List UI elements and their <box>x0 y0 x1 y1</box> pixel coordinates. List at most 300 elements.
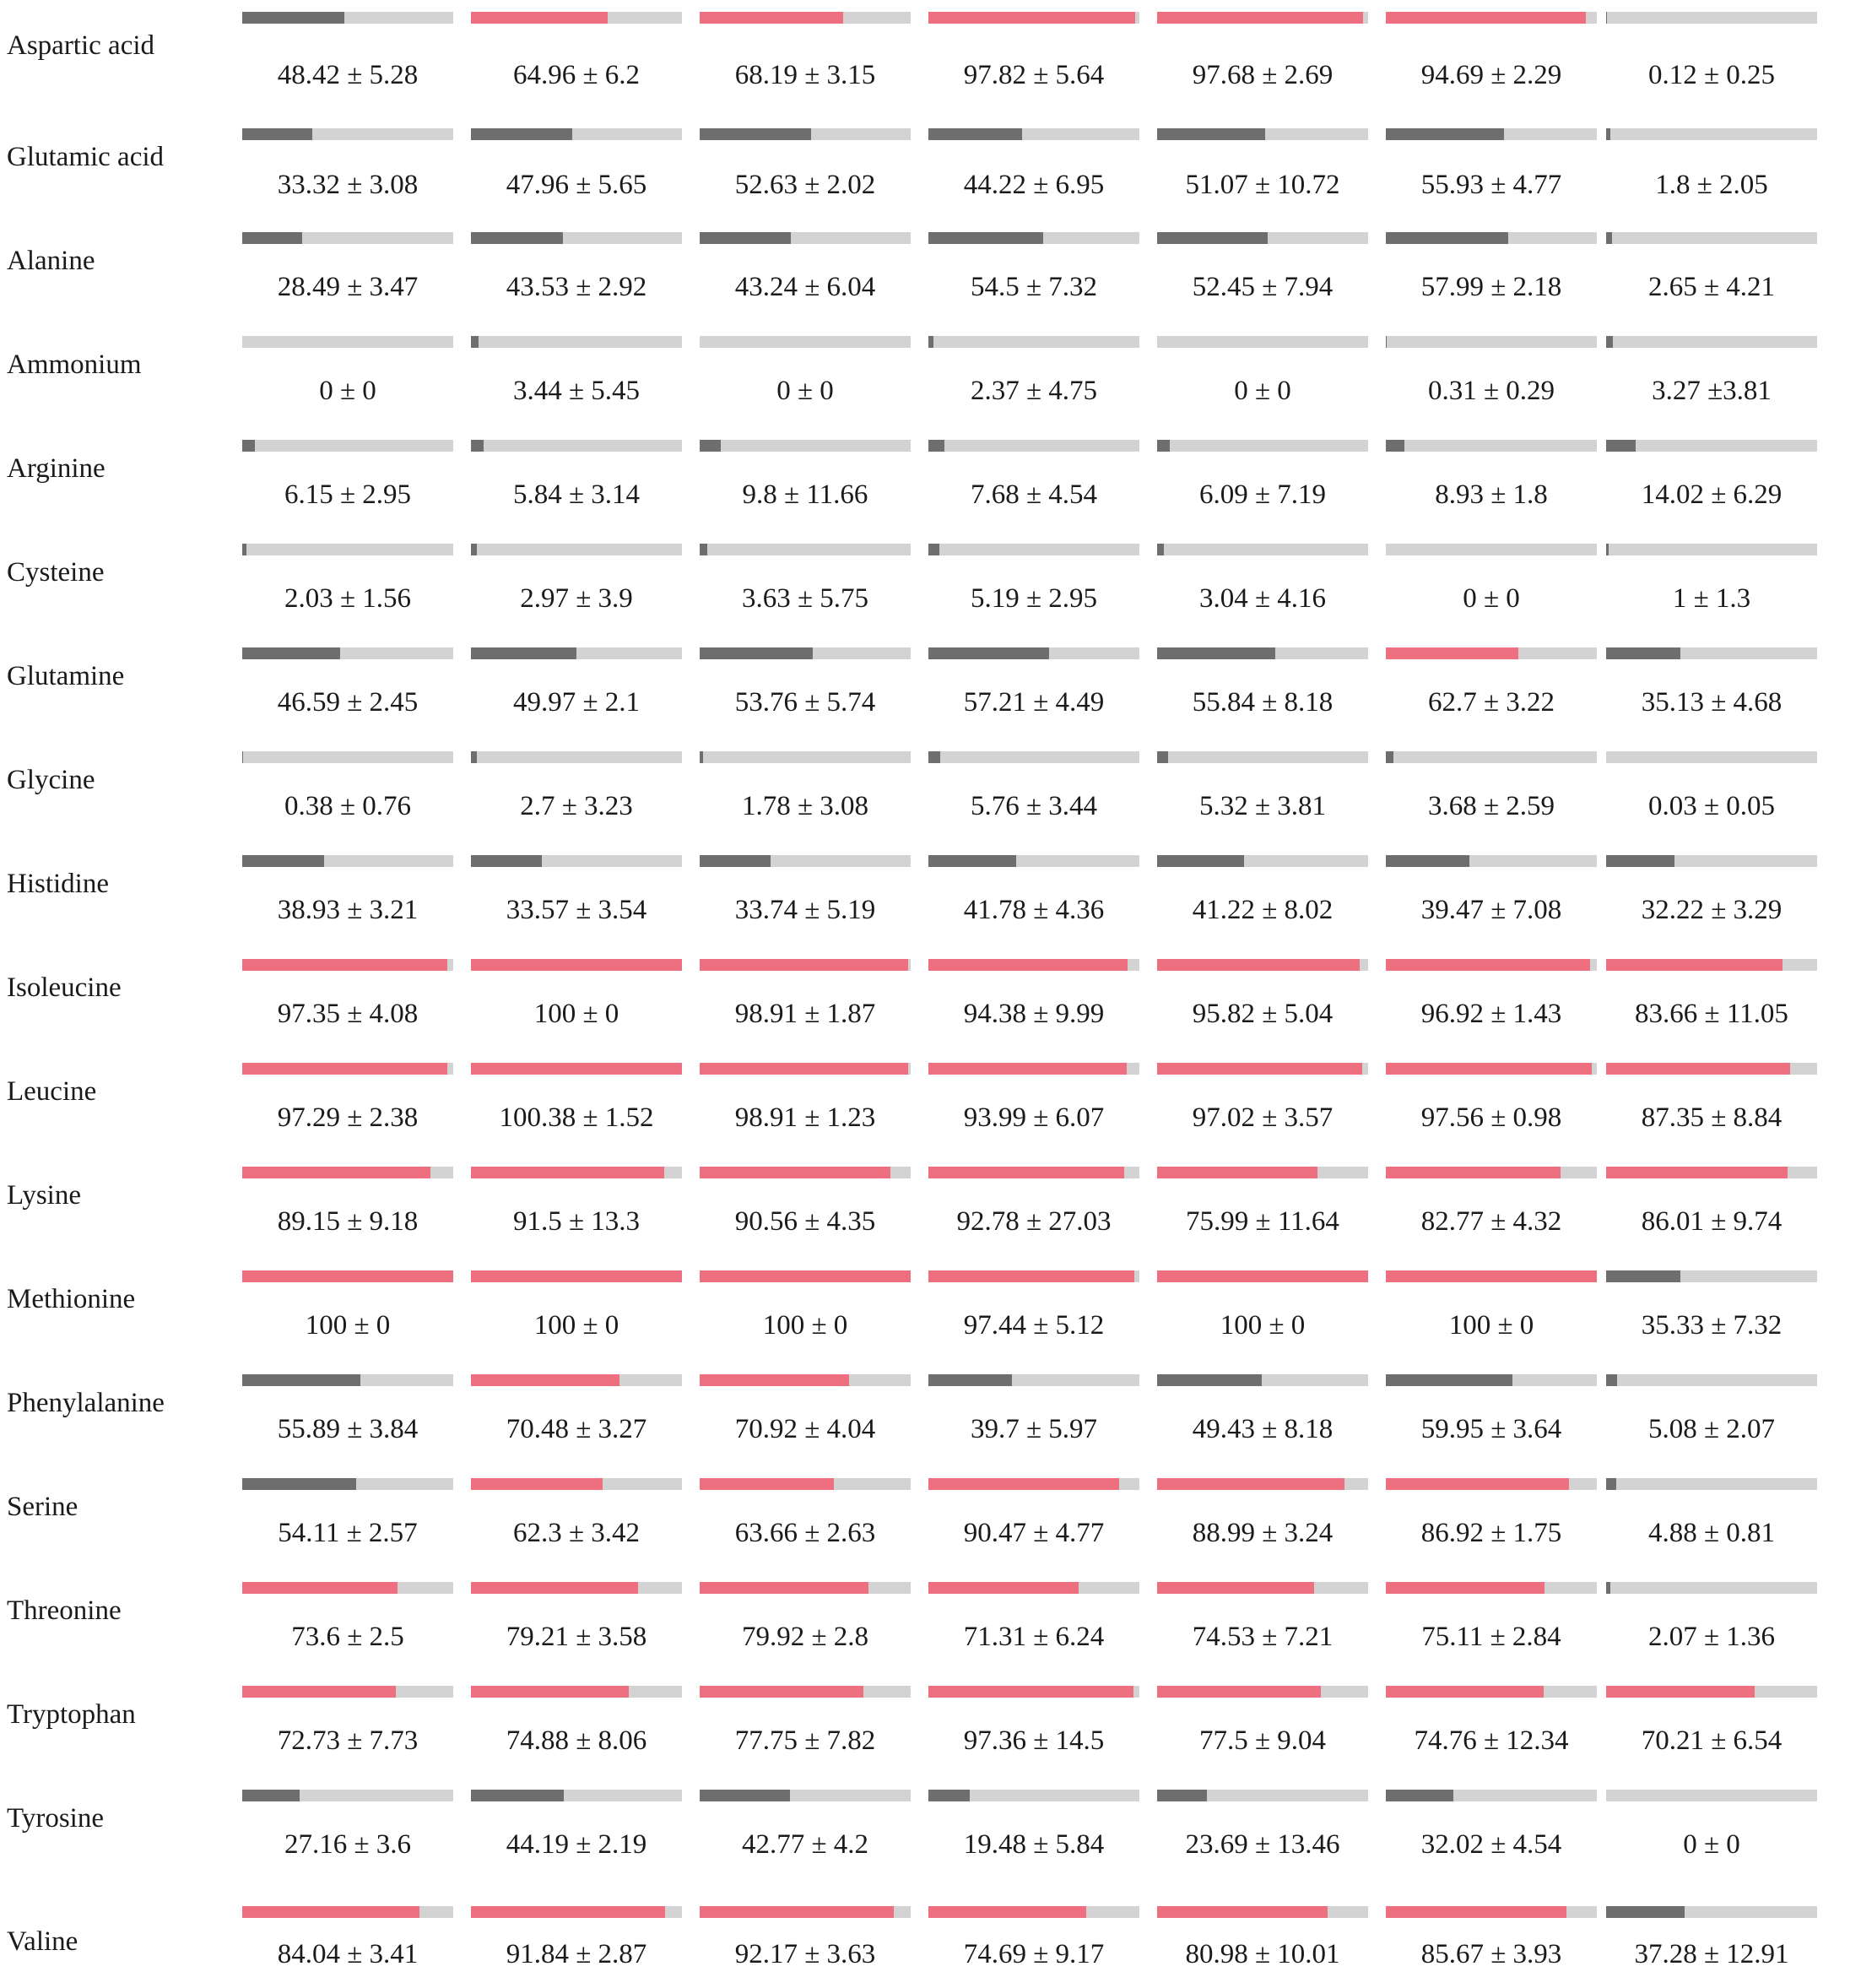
row-label: Histidine <box>7 869 109 899</box>
bar-track <box>1157 1270 1368 1282</box>
bar-fill <box>471 440 484 452</box>
value-label: 0 ± 0 <box>319 376 376 406</box>
bar-track <box>1606 440 1817 452</box>
row-label: Alanine <box>7 246 95 276</box>
bar-fill <box>1606 1167 1788 1178</box>
value-label: 87.35 ± 8.84 <box>1641 1102 1783 1133</box>
bar-fill <box>1386 1686 1544 1698</box>
value-label: 19.48 ± 5.84 <box>963 1829 1105 1860</box>
bar-track <box>700 1906 911 1918</box>
bar-track <box>700 440 911 452</box>
bar-track <box>1606 232 1817 244</box>
bar-fill <box>1157 544 1164 555</box>
bar-fill <box>928 1906 1086 1918</box>
bar-fill <box>928 12 1135 24</box>
bar-track <box>1157 336 1368 348</box>
bar-fill <box>1386 336 1387 348</box>
bar-fill <box>471 1167 664 1178</box>
bar-fill <box>928 1478 1119 1490</box>
bar-fill <box>1606 647 1680 659</box>
bar-track <box>928 1790 1139 1801</box>
value-label: 55.84 ± 8.18 <box>1192 687 1334 718</box>
bar-track <box>700 1790 911 1801</box>
bar-track <box>471 336 682 348</box>
bar-track <box>242 1906 453 1918</box>
bar-track <box>1386 751 1597 763</box>
bar-track <box>700 1478 911 1490</box>
bar-fill <box>242 128 312 140</box>
bar-track <box>242 1270 453 1282</box>
bar-fill <box>700 1790 790 1801</box>
bar-track <box>471 1270 682 1282</box>
bar-fill <box>700 1374 849 1386</box>
value-label: 70.48 ± 3.27 <box>506 1414 647 1444</box>
bar-fill <box>928 1167 1124 1178</box>
bar-fill <box>1386 1478 1569 1490</box>
bar-track <box>1606 1270 1817 1282</box>
bar-track <box>1606 1906 1817 1918</box>
bar-track <box>1606 544 1817 555</box>
bar-track <box>1606 959 1817 971</box>
row-label: Ammonium <box>7 349 142 380</box>
value-label: 71.31 ± 6.24 <box>963 1622 1105 1652</box>
bar-track <box>1386 12 1597 24</box>
bar-track <box>471 1478 682 1490</box>
bar-fill <box>471 1906 665 1918</box>
bar-track <box>471 1582 682 1594</box>
bar-track <box>242 1167 453 1178</box>
bar-fill <box>928 1686 1133 1698</box>
bar-fill <box>700 128 811 140</box>
bar-fill <box>1386 128 1504 140</box>
bar-track <box>471 647 682 659</box>
bar-track <box>1157 232 1368 244</box>
bar-fill <box>700 959 908 971</box>
bar-fill <box>1157 855 1244 867</box>
bar-track <box>700 336 911 348</box>
bar-fill <box>1606 1063 1790 1075</box>
bar-fill <box>1386 440 1404 452</box>
bar-track <box>700 959 911 971</box>
bar-fill <box>1606 336 1613 348</box>
bar-track <box>928 1582 1139 1594</box>
bar-fill <box>242 1686 396 1698</box>
row-label: Threonine <box>7 1595 122 1626</box>
row-label: Tryptophan <box>7 1699 136 1730</box>
bar-fill <box>1386 959 1590 971</box>
value-label: 84.04 ± 3.41 <box>277 1939 419 1969</box>
bar-track <box>700 1582 911 1594</box>
bar-track <box>1386 1063 1597 1075</box>
bar-track <box>1157 1374 1368 1386</box>
bar-fill <box>471 1582 638 1594</box>
bar-track <box>1386 544 1597 555</box>
bar-track <box>928 1063 1139 1075</box>
bar-fill <box>471 855 542 867</box>
value-label: 39.47 ± 7.08 <box>1420 895 1562 925</box>
bar-fill <box>242 855 324 867</box>
row-label: Isoleucine <box>7 972 122 1003</box>
bar-fill <box>700 647 813 659</box>
value-label: 57.99 ± 2.18 <box>1420 272 1562 302</box>
bar-fill <box>242 1270 453 1282</box>
row-label: Tyrosine <box>7 1803 105 1834</box>
bar-track <box>1157 1167 1368 1178</box>
value-label: 77.5 ± 9.04 <box>1198 1725 1327 1756</box>
bar-track <box>928 336 1139 348</box>
bar-track <box>700 12 911 24</box>
bar-track <box>928 1374 1139 1386</box>
value-label: 32.02 ± 4.54 <box>1420 1829 1562 1860</box>
bar-fill <box>928 440 944 452</box>
value-label: 42.77 ± 4.2 <box>741 1829 869 1860</box>
row-label: Aspartic acid <box>7 30 155 61</box>
value-label: 70.21 ± 6.54 <box>1641 1725 1783 1756</box>
value-label: 0 ± 0 <box>1463 583 1520 614</box>
bar-fill <box>928 128 1022 140</box>
bar-track <box>242 544 453 555</box>
bar-track <box>928 1686 1139 1698</box>
bar-fill <box>928 647 1049 659</box>
value-label: 27.16 ± 3.6 <box>284 1829 412 1860</box>
bar-fill <box>928 544 939 555</box>
value-label: 2.37 ± 4.75 <box>970 376 1098 406</box>
value-label: 35.33 ± 7.32 <box>1641 1310 1783 1341</box>
value-label: 44.19 ± 2.19 <box>506 1829 647 1860</box>
value-label: 0 ± 0 <box>1683 1829 1740 1860</box>
bar-track <box>1386 336 1597 348</box>
bar-track <box>1606 855 1817 867</box>
bar-track <box>1386 1686 1597 1698</box>
bar-track <box>1157 128 1368 140</box>
bar-fill <box>471 1063 682 1075</box>
bar-fill <box>700 1686 863 1698</box>
bar-fill <box>1606 1374 1617 1386</box>
bar-track <box>1606 1686 1817 1698</box>
bar-fill <box>1157 1063 1362 1075</box>
bar-track <box>1606 1063 1817 1075</box>
bar-fill <box>1157 128 1265 140</box>
bar-track <box>242 12 453 24</box>
bar-fill <box>1157 1167 1317 1178</box>
row-label: Methionine <box>7 1284 136 1314</box>
bar-fill <box>471 1374 619 1386</box>
bar-fill <box>242 440 255 452</box>
bar-track <box>1386 1270 1597 1282</box>
bar-fill <box>1606 1582 1610 1594</box>
bar-track <box>471 1167 682 1178</box>
bar-track <box>1386 1790 1597 1801</box>
value-label: 59.95 ± 3.64 <box>1420 1414 1562 1444</box>
value-label: 28.49 ± 3.47 <box>277 272 419 302</box>
value-label: 53.76 ± 5.74 <box>734 687 876 718</box>
value-label: 9.8 ± 11.66 <box>742 479 868 510</box>
value-label: 70.92 ± 4.04 <box>734 1414 876 1444</box>
bar-track <box>1606 1167 1817 1178</box>
bar-track <box>700 1374 911 1386</box>
value-label: 8.93 ± 1.8 <box>1435 479 1548 510</box>
row-label: Arginine <box>7 453 105 484</box>
bar-track <box>242 855 453 867</box>
bar-track <box>1606 1582 1817 1594</box>
bar-fill <box>928 1374 1012 1386</box>
row-label: Lysine <box>7 1180 81 1211</box>
bar-fill <box>242 1167 430 1178</box>
value-label: 80.98 ± 10.01 <box>1185 1939 1340 1969</box>
bar-fill <box>1606 1478 1616 1490</box>
row-label: Glutamine <box>7 661 125 691</box>
bar-track <box>1386 959 1597 971</box>
value-label: 100 ± 0 <box>1220 1310 1306 1341</box>
row-label: Serine <box>7 1492 78 1522</box>
bar-fill <box>1157 12 1363 24</box>
bar-track <box>1157 1478 1368 1490</box>
bar-track <box>1606 647 1817 659</box>
bar-fill <box>1386 1582 1545 1594</box>
value-label: 91.84 ± 2.87 <box>506 1939 647 1969</box>
value-label: 92.78 ± 27.03 <box>956 1206 1112 1237</box>
value-label: 46.59 ± 2.45 <box>277 687 419 718</box>
bar-track <box>242 1790 453 1801</box>
value-label: 93.99 ± 6.07 <box>963 1102 1105 1133</box>
bar-fill <box>1157 440 1170 452</box>
bar-fill <box>1157 1686 1321 1698</box>
value-label: 86.01 ± 9.74 <box>1641 1206 1783 1237</box>
value-label: 88.99 ± 3.24 <box>1192 1518 1334 1548</box>
bar-fill <box>242 544 246 555</box>
row-label: Cysteine <box>7 557 105 588</box>
value-label: 2.03 ± 1.56 <box>284 583 412 614</box>
bar-track <box>700 1063 911 1075</box>
bar-track <box>928 440 1139 452</box>
bar-track <box>471 855 682 867</box>
value-label: 100 ± 0 <box>305 1310 391 1341</box>
bar-track <box>471 1374 682 1386</box>
value-label: 75.11 ± 2.84 <box>1421 1622 1561 1652</box>
bar-fill <box>471 1686 629 1698</box>
value-label: 3.04 ± 4.16 <box>1198 583 1327 614</box>
value-label: 48.42 ± 5.28 <box>277 60 419 90</box>
bar-fill <box>700 855 771 867</box>
row-label: Glycine <box>7 765 95 795</box>
value-label: 82.77 ± 4.32 <box>1420 1206 1562 1237</box>
bar-track <box>1606 1478 1817 1490</box>
bar-fill <box>700 544 707 555</box>
bar-track <box>700 1270 911 1282</box>
value-label: 33.32 ± 3.08 <box>277 170 419 200</box>
value-label: 64.96 ± 6.2 <box>512 60 641 90</box>
value-label: 74.88 ± 8.06 <box>506 1725 647 1756</box>
bar-fill <box>242 959 447 971</box>
bar-fill <box>700 232 791 244</box>
bar-fill <box>1157 647 1275 659</box>
value-label: 100.38 ± 1.52 <box>499 1102 654 1133</box>
bar-track <box>1606 128 1817 140</box>
value-label: 47.96 ± 5.65 <box>506 170 647 200</box>
value-label: 3.27 ±3.81 <box>1652 376 1772 406</box>
bar-fill <box>700 1167 890 1178</box>
value-label: 94.69 ± 2.29 <box>1420 60 1562 90</box>
bar-track <box>1386 1906 1597 1918</box>
bar-fill <box>471 544 477 555</box>
bar-fill <box>242 12 344 24</box>
value-label: 0 ± 0 <box>776 376 834 406</box>
value-label: 97.68 ± 2.69 <box>1192 60 1334 90</box>
value-label: 98.91 ± 1.23 <box>734 1102 876 1133</box>
value-label: 2.07 ± 1.36 <box>1647 1622 1776 1652</box>
bar-track <box>1606 12 1817 24</box>
bar-fill <box>242 1478 356 1490</box>
value-label: 3.68 ± 2.59 <box>1427 791 1555 821</box>
value-label: 97.44 ± 5.12 <box>963 1310 1105 1341</box>
value-label: 97.29 ± 2.38 <box>277 1102 419 1133</box>
bar-fill <box>1606 855 1674 867</box>
value-label: 33.74 ± 5.19 <box>734 895 876 925</box>
value-label: 5.19 ± 2.95 <box>970 583 1098 614</box>
value-label: 74.76 ± 12.34 <box>1414 1725 1569 1756</box>
value-label: 41.78 ± 4.36 <box>963 895 1105 925</box>
value-label: 85.67 ± 3.93 <box>1420 1939 1562 1969</box>
bar-fill <box>1386 1270 1597 1282</box>
bar-track <box>928 1270 1139 1282</box>
bar-track <box>928 1478 1139 1490</box>
value-label: 92.17 ± 3.63 <box>734 1939 876 1969</box>
bar-fill <box>1157 1790 1207 1801</box>
bar-fill <box>928 1063 1127 1075</box>
value-label: 54.5 ± 7.32 <box>970 272 1098 302</box>
value-label: 41.22 ± 8.02 <box>1192 895 1334 925</box>
bar-fill <box>1606 1906 1685 1918</box>
bar-fill <box>700 1478 834 1490</box>
bar-track <box>1386 647 1597 659</box>
value-label: 54.11 ± 2.57 <box>278 1518 418 1548</box>
value-label: 63.66 ± 2.63 <box>734 1518 876 1548</box>
value-label: 68.19 ± 3.15 <box>734 60 876 90</box>
value-label: 79.92 ± 2.8 <box>741 1622 869 1652</box>
value-label: 23.69 ± 13.46 <box>1185 1829 1340 1860</box>
value-label: 44.22 ± 6.95 <box>963 170 1105 200</box>
bar-fill <box>700 751 703 763</box>
bar-track <box>1157 544 1368 555</box>
bar-track <box>700 544 911 555</box>
bar-fill <box>928 1270 1134 1282</box>
value-label: 49.43 ± 8.18 <box>1192 1414 1334 1444</box>
bar-fill <box>1386 1063 1592 1075</box>
value-label: 62.3 ± 3.42 <box>512 1518 641 1548</box>
bar-fill <box>700 1270 911 1282</box>
bar-track <box>1157 1582 1368 1594</box>
value-label: 79.21 ± 3.58 <box>506 1622 647 1652</box>
bar-track <box>1157 1906 1368 1918</box>
value-label: 62.7 ± 3.22 <box>1427 687 1555 718</box>
bar-fill <box>1606 1270 1680 1282</box>
bar-fill <box>700 1906 894 1918</box>
value-label: 39.7 ± 5.97 <box>970 1414 1098 1444</box>
bar-fill <box>700 440 721 452</box>
bar-track <box>471 1906 682 1918</box>
bar-fill <box>928 232 1043 244</box>
bar-track <box>1157 1686 1368 1698</box>
bar-fill <box>1157 1478 1344 1490</box>
value-label: 37.28 ± 12.91 <box>1634 1939 1789 1969</box>
value-label: 96.92 ± 1.43 <box>1420 999 1562 1029</box>
bar-track <box>1157 1790 1368 1801</box>
value-label: 5.32 ± 3.81 <box>1198 791 1327 821</box>
bar-fill <box>242 1063 447 1075</box>
value-label: 6.09 ± 7.19 <box>1198 479 1327 510</box>
value-label: 0 ± 0 <box>1234 376 1291 406</box>
value-label: 2.97 ± 3.9 <box>520 583 633 614</box>
value-label: 97.56 ± 0.98 <box>1420 1102 1562 1133</box>
value-label: 0.38 ± 0.76 <box>284 791 412 821</box>
bar-fill <box>1157 1582 1314 1594</box>
bar-fill <box>1157 1270 1368 1282</box>
bar-fill <box>471 959 682 971</box>
bar-fill <box>471 647 576 659</box>
value-label: 74.69 ± 9.17 <box>963 1939 1105 1969</box>
row-label: Phenylalanine <box>7 1388 165 1418</box>
bar-fill <box>700 1582 868 1594</box>
bar-fill <box>242 232 302 244</box>
bar-fill <box>1386 1790 1453 1801</box>
value-label: 72.73 ± 7.73 <box>277 1725 419 1756</box>
bar-fill <box>1386 751 1393 763</box>
value-label: 49.97 ± 2.1 <box>512 687 641 718</box>
bar-track <box>242 128 453 140</box>
bar-fill <box>1606 232 1612 244</box>
bar-fill <box>1386 1906 1566 1918</box>
value-label: 77.75 ± 7.82 <box>734 1725 876 1756</box>
value-label: 100 ± 0 <box>533 1310 619 1341</box>
bar-track <box>242 1478 453 1490</box>
bar-fill <box>928 751 940 763</box>
bar-track <box>471 1063 682 1075</box>
bar-fill <box>928 959 1128 971</box>
bar-fill <box>242 1374 360 1386</box>
bar-track <box>928 1167 1139 1178</box>
bar-track <box>242 1686 453 1698</box>
bar-track <box>1386 1582 1597 1594</box>
bar-fill <box>1386 855 1469 867</box>
bar-track <box>471 128 682 140</box>
value-label: 0.03 ± 0.05 <box>1647 791 1776 821</box>
bar-track <box>1386 1478 1597 1490</box>
bar-track <box>242 1063 453 1075</box>
value-label: 5.84 ± 3.14 <box>512 479 641 510</box>
bar-track <box>1386 1374 1597 1386</box>
value-label: 55.89 ± 3.84 <box>277 1414 419 1444</box>
bar-track <box>928 544 1139 555</box>
value-label: 2.65 ± 4.21 <box>1647 272 1776 302</box>
bar-track <box>928 959 1139 971</box>
value-label: 100 ± 0 <box>1448 1310 1534 1341</box>
value-label: 5.76 ± 3.44 <box>970 791 1098 821</box>
bar-fill <box>928 1582 1079 1594</box>
value-label: 3.63 ± 5.75 <box>741 583 869 614</box>
bar-fill <box>471 751 477 763</box>
value-label: 100 ± 0 <box>533 999 619 1029</box>
bar-track <box>242 647 453 659</box>
bar-track <box>471 1790 682 1801</box>
bar-track <box>1606 1790 1817 1801</box>
row-label: Leucine <box>7 1076 97 1107</box>
value-label: 97.02 ± 3.57 <box>1192 1102 1334 1133</box>
bar-fill <box>471 1478 603 1490</box>
bar-track <box>928 12 1139 24</box>
bar-fill <box>1606 128 1610 140</box>
bar-fill <box>1157 959 1360 971</box>
value-label: 5.08 ± 2.07 <box>1647 1414 1776 1444</box>
